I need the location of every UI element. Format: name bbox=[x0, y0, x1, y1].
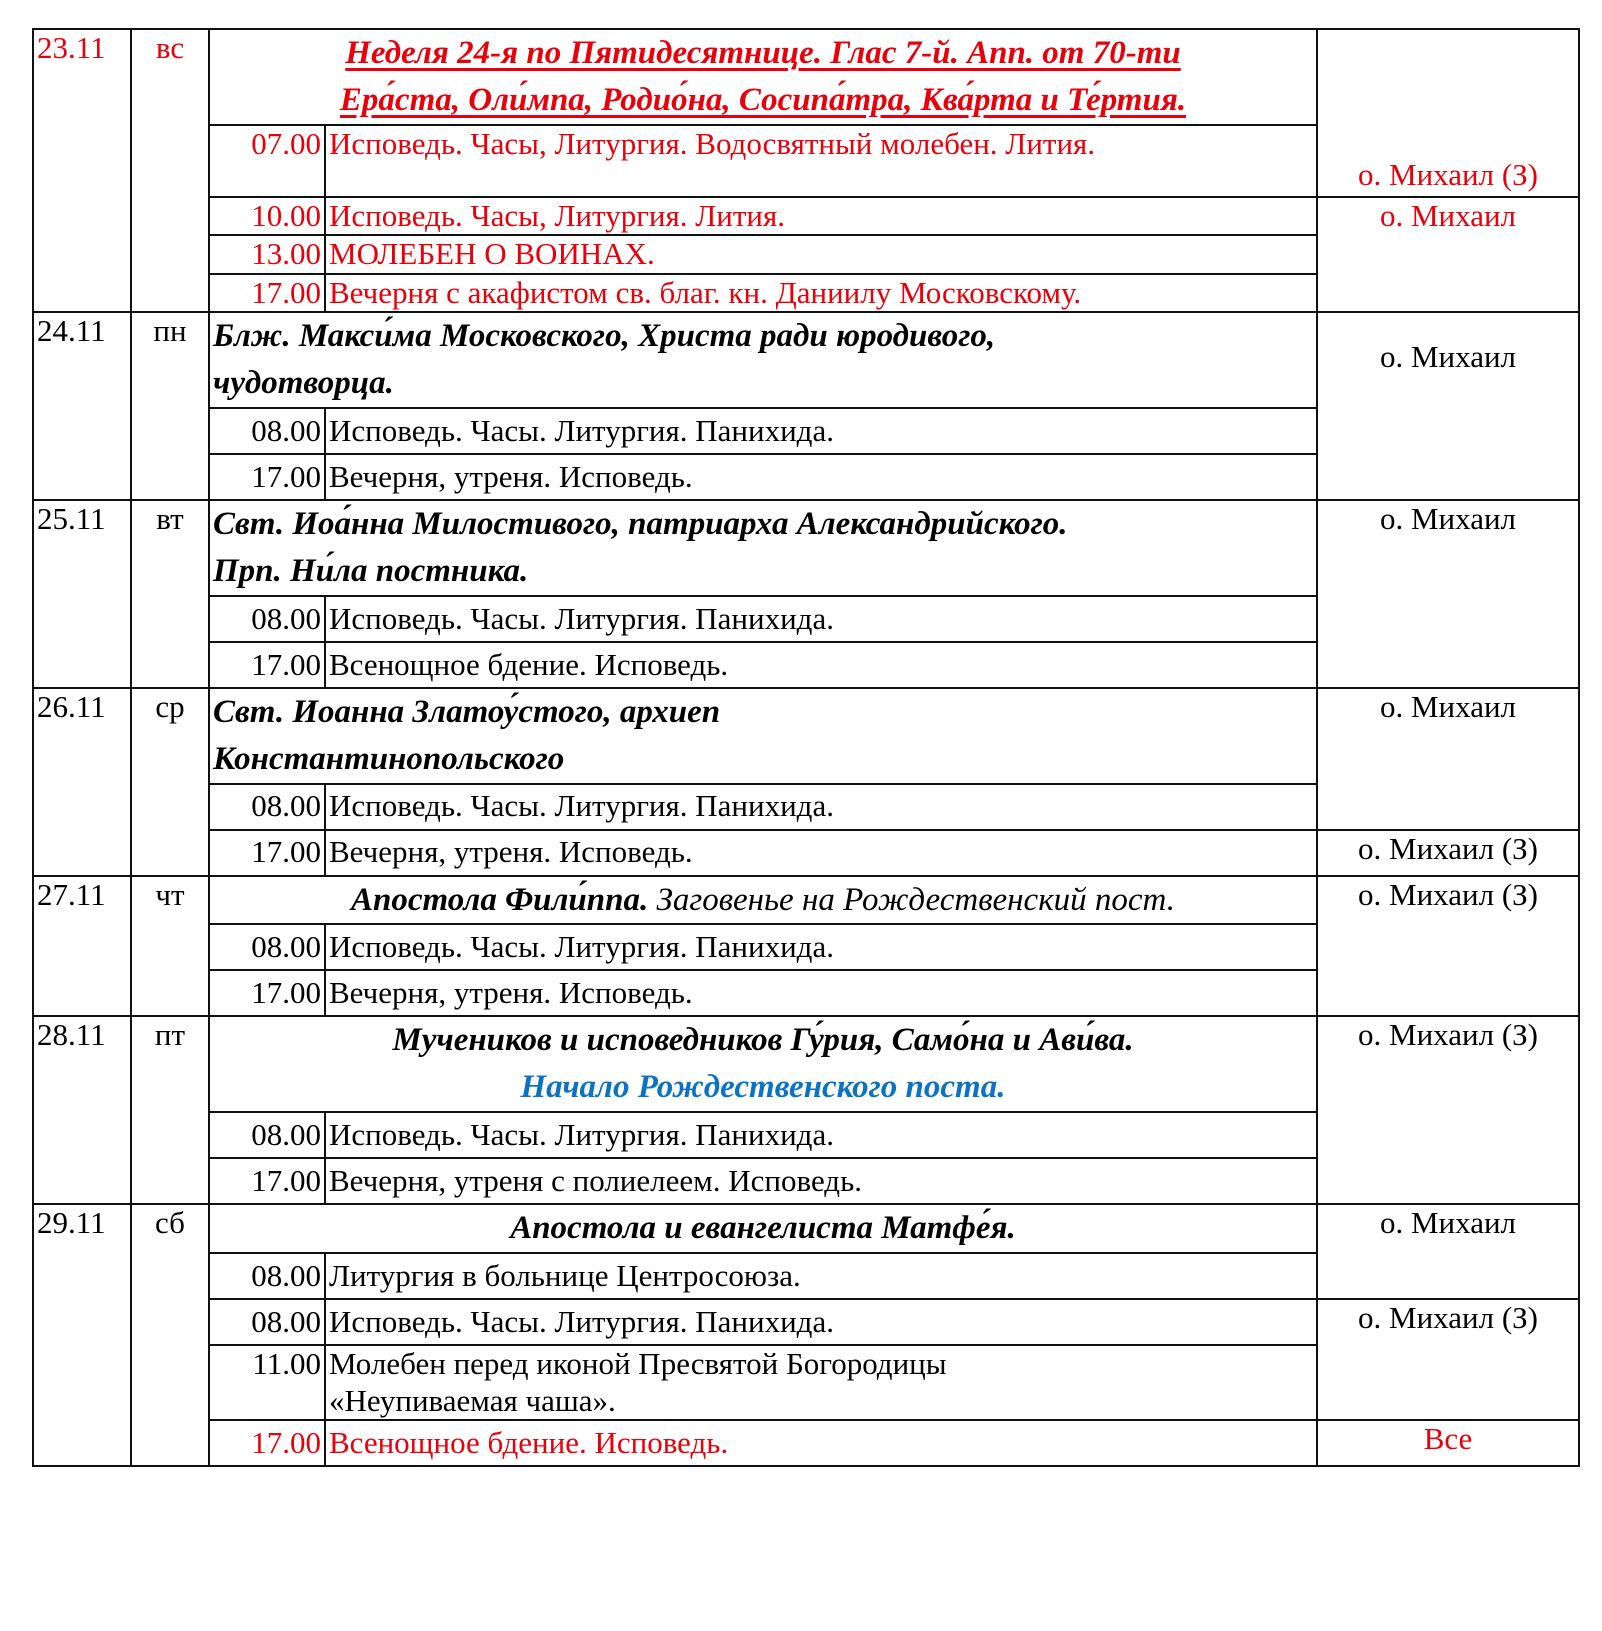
feast-line-1: Мучеников и исповедников Гу́рия, Само́на и Ави́ва. bbox=[392, 1022, 1134, 1059]
service-time: 08.00 bbox=[209, 596, 325, 642]
priest-cell: о. Михаил bbox=[1317, 1204, 1579, 1299]
date-cell: 25.11 bbox=[33, 500, 131, 688]
priest-cell: о. Михаил (З) bbox=[1317, 1299, 1579, 1420]
priest-cell: о. Михаил bbox=[1317, 197, 1579, 313]
feast-line-2: Константинопольского bbox=[213, 740, 565, 777]
feast-line-1: Блж. Макси́ма Московского, Христа ради юродивого, bbox=[213, 318, 996, 355]
date-cell: 27.11 bbox=[33, 876, 131, 1017]
service-text: Исповедь. Часы. Литургия. Панихида. bbox=[325, 1299, 1317, 1345]
feast-line-2: чудотворца. bbox=[213, 365, 394, 402]
service-row bbox=[33, 197, 1579, 236]
service-time: 17.00 bbox=[209, 1420, 325, 1466]
feast-title bbox=[209, 1204, 1317, 1253]
service-time: 17.00 bbox=[209, 970, 325, 1016]
feast-line-2: Прп. Ни́ла постника. bbox=[213, 553, 529, 590]
service-text bbox=[325, 1345, 1317, 1420]
feast-line-2: Ера́ста, Оли́мпа, Родио́на, Сосипа́тра, Ква́рта и Те́ртия. bbox=[339, 81, 1187, 118]
service-text: Исповедь. Часы. Литургия. Панихида. bbox=[325, 784, 1317, 830]
feast-line-1: Свт. Иоа́нна Милостивого, патриарха Александрийского. bbox=[213, 506, 1068, 543]
service-text: Исповедь. Часы. Литургия. Панихида. bbox=[325, 596, 1317, 642]
feast-title bbox=[209, 500, 1317, 596]
feast-line-2: Начало Рождественского поста. bbox=[520, 1069, 1006, 1106]
day-25-11-feast-row bbox=[33, 500, 1579, 596]
feast-line-1: Апостола и евангелиста Матфе́я. bbox=[510, 1210, 1016, 1247]
service-text: Всенощное бдение. Исповедь. bbox=[325, 642, 1317, 688]
weekday-cell: ср bbox=[131, 688, 209, 876]
weekday-cell: вт bbox=[131, 500, 209, 688]
service-text: Вечерня, утреня. Исповедь. bbox=[325, 830, 1317, 876]
date-cell: 28.11 bbox=[33, 1016, 131, 1204]
date-cell: 26.11 bbox=[33, 688, 131, 876]
day-27-11-feast-row bbox=[33, 876, 1579, 925]
priest-cell: о. Михаил (З) bbox=[1317, 876, 1579, 1017]
service-time: 08.00 bbox=[209, 1299, 325, 1345]
priest-cell: Все bbox=[1317, 1420, 1579, 1466]
feast-line-1: Неделя 24-я по Пятидесятнице. Глас 7-й. Апп. от 70-ти bbox=[345, 35, 1181, 71]
service-text: Литургия в больнице Центросоюза. bbox=[325, 1253, 1317, 1299]
service-row bbox=[33, 1299, 1579, 1345]
service-time: 17.00 bbox=[209, 274, 325, 313]
day-29-11-feast-row bbox=[33, 1204, 1579, 1253]
feast-line-1: Свт. Иоанна Златоу́стого, архиеп bbox=[213, 693, 721, 730]
service-time: 17.00 bbox=[209, 454, 325, 500]
priest-cell: о. Михаил (З) bbox=[1317, 1016, 1579, 1204]
service-time: 08.00 bbox=[209, 1112, 325, 1158]
schedule-table bbox=[32, 28, 1580, 1467]
service-time: 08.00 bbox=[209, 784, 325, 830]
feast-title bbox=[209, 876, 1317, 925]
service-text: Вечерня, утреня. Исповедь. bbox=[325, 970, 1317, 1016]
priest-cell: о. Михаил (З) bbox=[1317, 830, 1579, 876]
service-time: 11.00 bbox=[209, 1345, 325, 1420]
priest-cell: о. Михаил bbox=[1317, 688, 1579, 830]
service-time: 17.00 bbox=[209, 830, 325, 876]
day-26-11-feast-row bbox=[33, 688, 1579, 784]
service-text: Исповедь. Часы. Литургия. Панихида. bbox=[325, 1112, 1317, 1158]
priest-cell: о. Михаил (З) bbox=[1317, 29, 1579, 197]
feast-title bbox=[209, 688, 1317, 784]
service-text: Всенощное бдение. Исповедь. bbox=[325, 1420, 1317, 1466]
service-text: Исповедь. Часы, Литургия. Лития. bbox=[325, 197, 1317, 236]
weekday-cell: сб bbox=[131, 1204, 209, 1466]
service-time: 08.00 bbox=[209, 924, 325, 970]
day-23-11-feast-row bbox=[33, 29, 1579, 125]
day-24-11-feast-row bbox=[33, 312, 1579, 408]
weekday-cell: чт bbox=[131, 876, 209, 1017]
date-cell: 24.11 bbox=[33, 312, 131, 500]
day-28-11-feast-row bbox=[33, 1016, 1579, 1112]
service-time: 07.00 bbox=[209, 125, 325, 197]
feast-line-1: Апостола Фили́ппа. bbox=[350, 881, 649, 918]
priest-cell: о. Михаил bbox=[1317, 500, 1579, 688]
priest-cell: о. Михаил bbox=[1317, 312, 1579, 500]
service-text: Вечерня, утреня с полиелеем. Исповедь. bbox=[325, 1158, 1317, 1204]
weekday-cell: вс bbox=[131, 29, 209, 312]
service-text: Исповедь. Часы. Литургия. Панихида. bbox=[325, 408, 1317, 454]
weekday-cell: пт bbox=[131, 1016, 209, 1204]
service-text: Вечерня с акафистом св. благ. кн. Даниилу Московскому. bbox=[325, 274, 1317, 313]
service-time: 10.00 bbox=[209, 197, 325, 236]
date-cell: 23.11 bbox=[33, 29, 131, 312]
service-text-line-1: Молебен перед иконой Пресвятой Богородицы bbox=[329, 1346, 947, 1382]
feast-note: Заговенье на Рождественский пост. bbox=[648, 881, 1176, 918]
service-time: 13.00 bbox=[209, 235, 325, 274]
service-time: 17.00 bbox=[209, 642, 325, 688]
service-text-line-2: «Неупиваемая чаша». bbox=[329, 1382, 616, 1418]
service-time: 17.00 bbox=[209, 1158, 325, 1204]
service-text: МОЛЕБЕН О ВОИНАХ. bbox=[325, 235, 1317, 274]
feast-title bbox=[209, 29, 1317, 125]
feast-title bbox=[209, 312, 1317, 408]
service-text: Исповедь. Часы, Литургия. Водосвятный молебен. Лития. bbox=[325, 125, 1317, 197]
service-time: 08.00 bbox=[209, 408, 325, 454]
service-row bbox=[33, 1420, 1579, 1466]
service-text: Исповедь. Часы. Литургия. Панихида. bbox=[325, 924, 1317, 970]
weekday-cell: пн bbox=[131, 312, 209, 500]
service-time: 08.00 bbox=[209, 1253, 325, 1299]
service-row bbox=[33, 830, 1579, 876]
date-cell: 29.11 bbox=[33, 1204, 131, 1466]
service-text: Вечерня, утреня. Исповедь. bbox=[325, 454, 1317, 500]
feast-title bbox=[209, 1016, 1317, 1112]
